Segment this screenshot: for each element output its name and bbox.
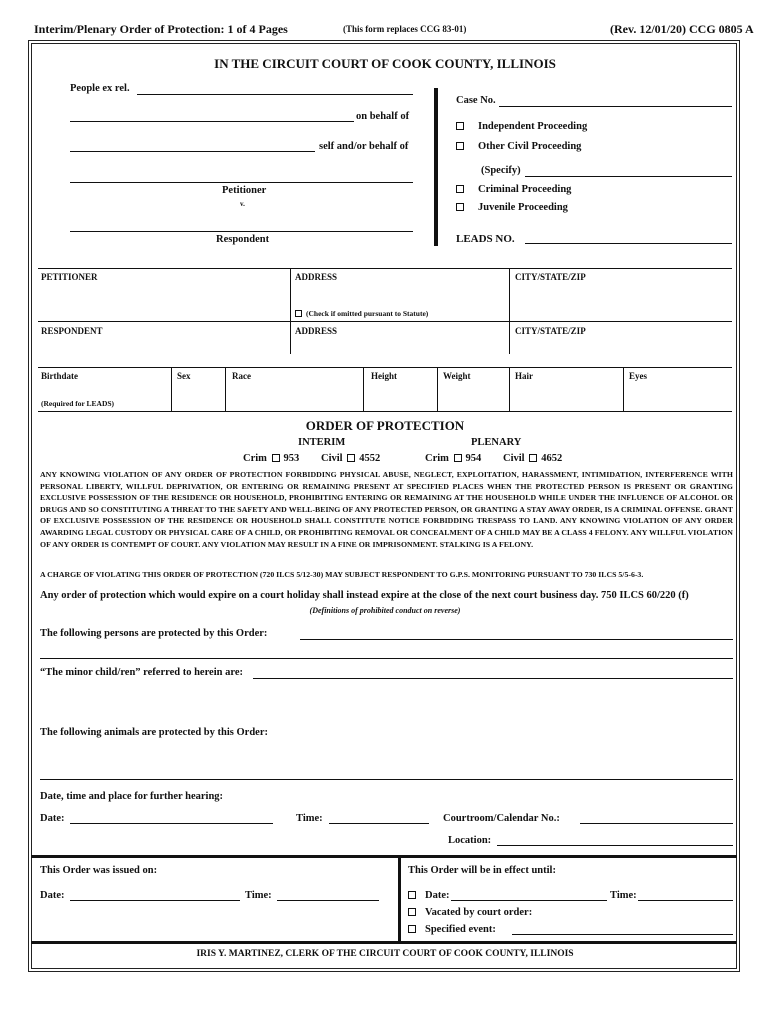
checkbox[interactable]	[408, 908, 416, 916]
petitioner-label: Petitioner	[222, 185, 267, 196]
interim-civil-option[interactable]: Civil 4552	[321, 453, 381, 464]
hearing-date-field[interactable]	[70, 823, 273, 824]
checkbox[interactable]	[456, 122, 464, 130]
checkbox[interactable]	[454, 454, 462, 462]
leads-no-field[interactable]	[525, 243, 732, 244]
hearing-time-label: Time:	[296, 813, 323, 824]
violation-notice: ANY KNOWING VIOLATION OF ANY ORDER OF PROTECTION FORBIDDING PHYSICAL ABUSE, NEGLECT, EXPLOITATION, HARASSMENT, INTIMIDATION, INTERFERENCE WITH PERSONAL LIBERTY, WILLFUL DEPRIVATION, OR ENTERING OR REMAINING PRESENT AT SPECIFIED PLACES WHEN THE PROTECTED PERSON IS PRESENT OR GRANTING EXCLUSIVE POSSESSION OF THE RESIDENCE OR HOUSEHOLD, PROHIBITING ENTERING OR REMAINING AT THE HOUSEHOLD WHILE UNDER THE INFLUENCE OF ALCOHOL OR DRUGS AND SO CONSTITUTING A THREAT TO THE SAFETY AND WELL-BEING OF ANY PROTECTED PERSON, OR GRANTING A STAY AWAY ORDER, IS A CRIMINAL OFFENSE. GRANT OF EXCLUSIVE POSSESSION OF THE RESIDENCE OR HOUSEHOLD SHALL CONSTITUTE NOTICE FORBIDDING TRESPASS TO LAND. ANY KNOWING VIOLATION OF ANY ORDER AWARDING LEGAL CUSTODY OR PHYSICAL CARE OF A CHILD, OR PROHIBITING REMOVAL OR CONCEALMENT OF A CHILD MAY BE A CLASS 4 FELONY. ANY WILLFUL VIOLATION OF ANY ORDER IS CONTEMPT OF COURT. ANY VIOLATION MAY RESULT IN A FINE OR IMPRISONMENT. STALKING IS A FELONY.	[40, 470, 733, 549]
definitions-note: (Definitions of prohibited conduct on reverse)	[309, 606, 461, 615]
specify-field[interactable]	[525, 176, 732, 177]
checkbox[interactable]	[347, 454, 355, 462]
court-title: IN THE CIRCUIT COURT OF COOK COUNTY, ILLINOIS	[214, 56, 556, 71]
expire-notice: Any order of protection which would expire on a court holiday shall instead expire at the close of the next court business day. 750 ILCS 60/220 (f)	[40, 590, 689, 601]
effect-time-field[interactable]	[638, 900, 733, 901]
height-header: Height	[371, 371, 397, 381]
birthdate-header: Birthdate	[41, 371, 78, 381]
on-behalf-label: on behalf of	[356, 111, 410, 122]
minor-children-field[interactable]	[253, 678, 733, 679]
on-behalf-field[interactable]	[70, 121, 354, 122]
table-divider	[363, 367, 364, 411]
issued-time-field[interactable]	[277, 900, 379, 901]
respondent-header: RESPONDENT	[41, 326, 103, 336]
protected-persons-label: The following persons are protected by this Order:	[40, 628, 268, 639]
section-rule	[31, 941, 737, 944]
protected-persons-field-2[interactable]	[40, 658, 733, 659]
plenary-label: PLENARY	[471, 437, 522, 448]
checkbox[interactable]	[408, 891, 416, 899]
protected-persons-field[interactable]	[300, 639, 733, 640]
table-divider	[290, 268, 291, 354]
vacated-option[interactable]: Vacated by court order:	[408, 907, 532, 918]
form-replaces: (This form replaces CCG 83-01)	[343, 24, 467, 34]
self-behalf-label: self and/or behalf of	[319, 141, 409, 152]
plenary-civil-option[interactable]: Civil 4652	[503, 453, 563, 464]
leads-no-label: LEADS NO.	[456, 233, 515, 245]
form-revision: (Rev. 12/01/20) CCG 0805 A	[610, 22, 754, 36]
checkbox[interactable]	[408, 925, 416, 933]
address-header: ADDRESS	[295, 272, 338, 282]
effect-time-label: Time:	[610, 890, 637, 901]
table-divider	[509, 268, 510, 354]
courtroom-label: Courtroom/Calendar No.:	[443, 813, 560, 824]
effect-date-field[interactable]	[451, 900, 607, 901]
respondent-label: Respondent	[216, 234, 270, 245]
weight-header: Weight	[443, 371, 471, 381]
issued-date-field[interactable]	[70, 900, 240, 901]
location-field[interactable]	[497, 845, 733, 846]
checkbox[interactable]	[529, 454, 537, 462]
sex-header: Sex	[177, 371, 191, 381]
table-divider	[509, 367, 510, 411]
checkbox[interactable]	[295, 310, 302, 317]
table-divider	[623, 367, 624, 411]
issued-divider	[398, 855, 401, 942]
table-divider	[171, 367, 172, 411]
animals-label: The following animals are protected by this Order:	[40, 727, 268, 738]
case-no-label: Case No.	[456, 95, 496, 106]
people-ex-rel-label: People ex rel.	[70, 83, 130, 94]
eyes-header: Eyes	[629, 371, 647, 381]
clerk-footer: IRIS Y. MARTINEZ, CLERK OF THE CIRCUIT COURT OF COOK COUNTY, ILLINOIS	[196, 949, 574, 959]
hearing-title: Date, time and place for further hearing:	[40, 791, 224, 802]
order-title: ORDER OF PROTECTION	[305, 418, 465, 433]
hearing-time-field[interactable]	[329, 823, 429, 824]
issued-date-label: Date:	[40, 890, 65, 901]
animals-field[interactable]	[40, 779, 733, 780]
people-ex-rel-field[interactable]	[137, 94, 413, 95]
table-rule	[38, 321, 732, 322]
interim-crim-option[interactable]: Crim 953	[243, 453, 300, 464]
caption-divider	[434, 88, 438, 246]
checkbox[interactable]	[456, 203, 464, 211]
issued-time-label: Time:	[245, 890, 272, 901]
table-divider	[225, 367, 226, 411]
petitioner-header: PETITIONER	[41, 272, 98, 282]
courtroom-field[interactable]	[580, 823, 733, 824]
specify-label: (Specify)	[481, 165, 521, 176]
omit-address-option[interactable]: (Check if omitted pursuant to Statute)	[295, 309, 428, 318]
issued-title: This Order was issued on:	[40, 865, 158, 876]
petitioner-field[interactable]	[70, 182, 413, 183]
specified-event-option[interactable]: Specified event:	[408, 924, 496, 935]
city-state-zip-header: CITY/STATE/ZIP	[515, 272, 586, 282]
versus-label: v.	[240, 200, 245, 208]
table-divider	[437, 367, 438, 411]
table-rule	[38, 268, 732, 269]
required-leads-note: (Required for LEADS)	[41, 399, 115, 408]
effect-title: This Order will be in effect until:	[408, 865, 556, 876]
address-header: ADDRESS	[295, 326, 338, 336]
race-header: Race	[232, 371, 251, 381]
independent-option[interactable]: Independent Proceeding	[456, 121, 587, 132]
plenary-crim-option[interactable]: Crim 954	[425, 453, 482, 464]
city-state-zip-header: CITY/STATE/ZIP	[515, 326, 586, 336]
hair-header: Hair	[515, 371, 533, 381]
effect-date-option[interactable]: Date:	[408, 890, 450, 901]
minor-children-label: “The minor child/ren” referred to herein are:	[40, 667, 243, 678]
criminal-option[interactable]: Criminal Proceeding	[456, 184, 571, 195]
checkbox[interactable]	[272, 454, 280, 462]
hearing-date-label: Date:	[40, 813, 65, 824]
form-title: Interim/Plenary Order of Protection: 1 of 4 Pages	[34, 22, 288, 36]
specified-event-field[interactable]	[512, 934, 733, 935]
gps-notice: A CHARGE OF VIOLATING THIS ORDER OF PROTECTION (720 ILCS 5/12-30) MAY SUBJECT RESPONDENT TO G.P.S. MONITORING PURSUANT TO 730 ILCS 5/5-6-3.	[40, 570, 644, 579]
interim-label: INTERIM	[298, 437, 346, 448]
respondent-field[interactable]	[70, 231, 413, 232]
location-label: Location:	[448, 835, 492, 846]
self-behalf-field[interactable]	[70, 151, 315, 152]
case-no-field[interactable]	[499, 106, 732, 107]
section-rule	[31, 855, 737, 858]
checkbox[interactable]	[456, 142, 464, 150]
other-civil-option[interactable]: Other Civil Proceeding	[456, 141, 581, 152]
table-rule	[38, 411, 732, 412]
juvenile-option[interactable]: Juvenile Proceeding	[456, 202, 568, 213]
table-rule	[38, 367, 732, 368]
checkbox[interactable]	[456, 185, 464, 193]
